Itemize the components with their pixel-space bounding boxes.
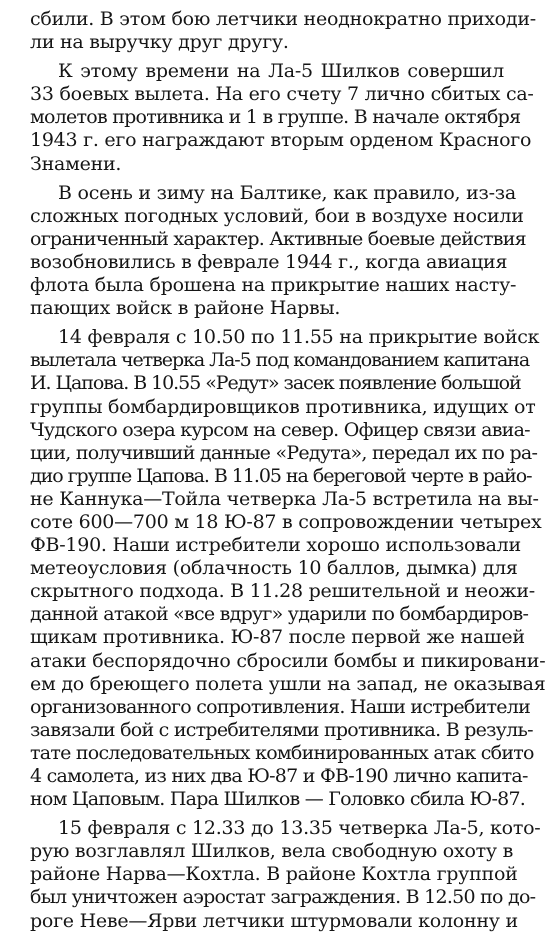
text-line: К этому времени на Ла-5 Шилков совершил [58,60,504,83]
text-line: метеоусловия (облачность 10 баллов, дымка) для [30,557,518,580]
text-line: рую возглавлял Шилков, вела свободную охоту в [30,840,514,863]
text-line: атаки беспорядочно сбросили бомбы и пикировани- [30,649,545,672]
text-line: ограниченный характер. Активные боевые действия [30,227,526,250]
book-page [30,8,545,932]
text-line: возобновились в феврале 1944 г., когда авиация [30,250,508,273]
text-line: 1943 г. его награждают вторым орденом Красного [30,129,532,152]
text-line: не Каннука—Тойла четверка Ла-5 встретила на вы- [30,487,539,510]
text-line: ФВ-190. Наши истребители хорошо использовали [30,534,521,557]
text-line: завязали бой с истребителями противника. В резуль- [30,718,533,741]
text-line: флота была брошена на прикрытие наших насту- [30,274,517,297]
text-line: скрытного подхода. В 11.28 решительной и неожи- [30,580,535,603]
text-line: 4 самолета, из них два Ю-87 и ФВ-190 лично капита- [30,765,528,787]
paragraph-5 [30,817,541,932]
paragraph-3 [30,181,526,321]
text-line: ли на выручку друг другу. [30,31,289,54]
text-line: соте 600—700 м 18 Ю-87 в сопровождении четырех [30,510,542,533]
text-line: пающих войск в районе Нарвы. [30,297,341,320]
text-line: сбили. В этом бою летчики неоднократно приходи- [30,8,536,30]
text-line: щикам противника. Ю-87 после первой же нашей [30,626,525,649]
paragraph-1 [30,8,536,54]
text-line: молетов противника и 1 в группе. В начале октября [30,106,521,129]
text-line: вылетала четверка Ла-5 под командованием капитана [30,349,530,372]
text-line: 14 февраля с 10.50 по 11.55 на прикрытие войск [58,326,540,349]
text-line: 15 февраля с 12.33 до 13.35 четверка Ла-5, кото- [58,817,541,840]
text-line: ем до бреющего полета ушли на запад, не оказывая [30,672,545,695]
text-line: данной атакой «все вдруг» ударили по бомбардиров- [30,603,529,626]
text-line: сложных погодных условий, бои в воздухе носили [30,204,524,227]
text-line: ном Цаповым. Пара Шилков — Головко сбила Ю-87. [30,788,526,811]
text-line: организованного сопротивления. Наши истребители [30,695,530,718]
text-line: группы бомбардировщиков противника, идущих от [30,395,536,418]
text-line: ции, получивший данные «Редута», передал их по ра- [30,441,538,464]
text-line: дио группе Цапова. В 11.05 на береговой черте в райо- [30,464,532,487]
text-line: В осень и зиму на Балтике, как правило, из-за [58,181,516,204]
paragraph-2 [30,60,534,175]
text-line: роге Неве—Ярви летчики штурмовали колонну и [30,909,518,932]
paragraph-4 [30,326,545,811]
text-line: был уничтожен аэростат заграждения. В 12.50 по до- [30,886,536,909]
text-line: тате последовательных комбинированных атак сбито [30,741,534,764]
text-line: Чудского озера курсом на север. Офицер связи авиа- [30,418,530,441]
text-line: 33 боевых вылета. На его счету 7 лично сбитых са- [30,83,534,106]
text-line: И. Цапова. В 10.55 «Редут» засек появление большой [30,372,521,395]
text-line: районе Нарва—Кохтла. В районе Кохтла группой [30,863,518,886]
text-line: Знамени. [30,152,122,175]
